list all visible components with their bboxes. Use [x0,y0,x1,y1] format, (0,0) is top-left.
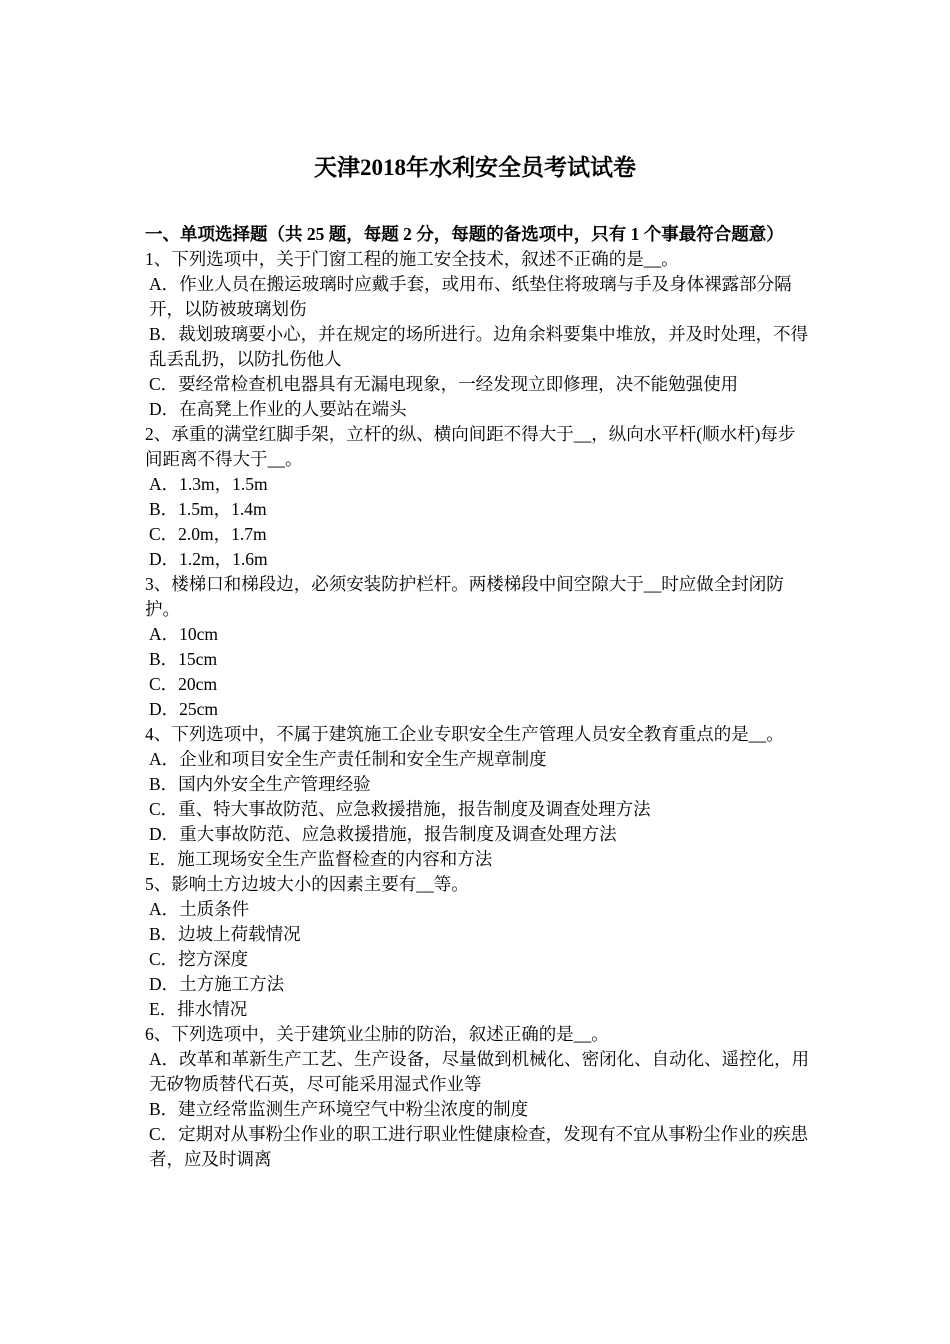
option-b: B．建立经常监测生产环境空气中粉尘浓度的制度 [149,1099,529,1119]
option-e: E．施工现场安全生产监督检查的内容和方法 [149,849,493,869]
option-d: D．重大事故防范、应急救援措施，报告制度及调查处理方法 [149,824,617,844]
section-heading: 一、单项选择题（共 25 题，每题 2 分，每题的备选项中，只有 1 个事最符合题意） [145,224,784,244]
option-a: A．企业和项目安全生产责任制和安全生产规章制度 [149,749,547,769]
document-body [145,222,810,1172]
option-c: C．20cm [149,674,218,694]
option-d: D．25cm [149,699,219,719]
question-stem: 5、影响土方边坡大小的因素主要有__等。 [145,874,469,894]
question-5 [145,872,810,1022]
option-d: D．土方施工方法 [149,974,285,994]
option-b: B．边坡上荷载情况 [149,924,301,944]
option-e: E．排水情况 [149,999,248,1019]
option-a: A．改革和革新生产工艺、生产设备，尽量做到机械化、密闭化、自动化、遥控化，用无矽物质替代石英，尽可能采用湿式作业等 [149,1049,810,1094]
option-a: A．10cm [149,624,219,644]
option-a: A．1.3m，1.5m [149,474,268,494]
question-1 [145,247,810,422]
question-2 [145,422,810,572]
option-c: C．2.0m，1.7m [149,524,267,544]
option-b: B．国内外安全生产管理经验 [149,774,371,794]
question-stem: 2、承重的满堂红脚手架，立杆的纵、横向间距不得大于__，纵向水平杆(顺水杆)每步间距离不得大于__。 [145,424,796,469]
option-d: D．在高凳上作业的人要站在端头 [149,399,407,419]
option-d: D．1.2m，1.6m [149,549,268,569]
option-b: B．1.5m，1.4m [149,499,267,519]
option-c: C．要经常检查机电器具有无漏电现象，一经发现立即修理，决不能勉强使用 [149,374,739,394]
option-c: C．挖方深度 [149,949,249,969]
option-a: A．土质条件 [149,899,250,919]
question-6 [145,1022,810,1172]
question-stem: 6、下列选项中，关于建筑业尘肺的防治，叙述正确的是__。 [145,1024,609,1044]
option-b: B．15cm [149,649,218,669]
option-a: A．作业人员在搬运玻璃时应戴手套，或用布、纸垫住将玻璃与手及身体裸露部分隔开，以防被玻璃划伤 [149,274,792,319]
option-c: C．重、特大事故防范、应急救援措施，报告制度及调查处理方法 [149,799,651,819]
document-title: 天津2018年水利安全员考试试卷 [314,155,636,180]
question-3 [145,572,810,722]
question-stem: 4、下列选项中，不属于建筑施工企业专职安全生产管理人员安全教育重点的是__。 [145,724,784,744]
question-4 [145,722,810,872]
question-stem: 3、楼梯口和梯段边，必须安装防护栏杆。两楼梯段中间空隙大于__时应做全封闭防护。 [145,574,784,619]
option-b: B．裁划玻璃要小心，并在规定的场所进行。边角余料要集中堆放，并及时处理，不得乱丢乱扔，以防扎伤他人 [149,324,809,369]
question-stem: 1、下列选项中，关于门窗工程的施工安全技术，叙述不正确的是__。 [145,249,679,269]
option-c: C．定期对从事粉尘作业的职工进行职业性健康检查，发现有不宜从事粉尘作业的疾患者，应及时调离 [149,1124,809,1169]
